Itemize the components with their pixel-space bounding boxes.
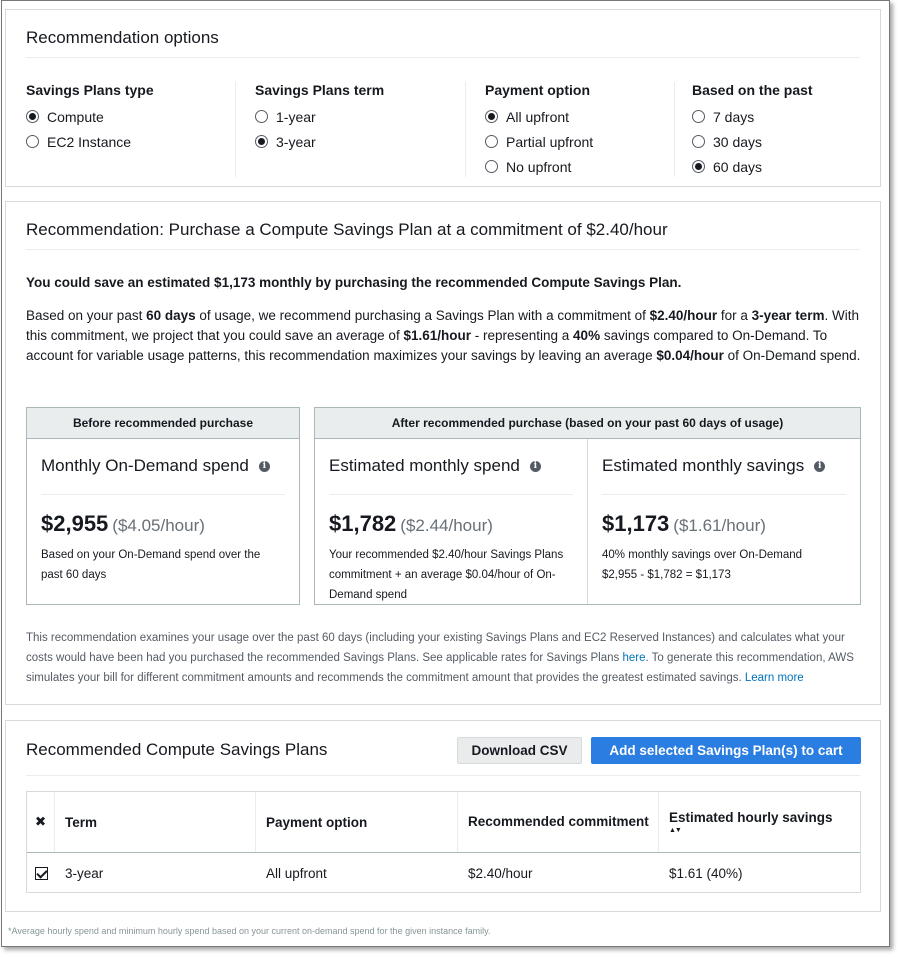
group-heading: Savings Plans type <box>26 82 154 98</box>
estimated-monthly-savings <box>588 439 860 604</box>
radio-icon[interactable] <box>485 135 498 148</box>
metric-value: $2,955 ($4.05/hour) <box>41 511 205 536</box>
info-icon[interactable]: i <box>259 461 270 472</box>
radio-30-days[interactable] <box>692 129 862 154</box>
recommendation-options-panel <box>5 9 881 187</box>
radio-label: 60 days <box>713 158 763 175</box>
radio-1-year[interactable] <box>255 104 465 129</box>
radio-icon[interactable] <box>26 135 39 148</box>
savings-headline: You could save an estimated $1,173 monthly by purchasing the recommended Compute Savings Plan. <box>26 275 682 290</box>
download-csv-button[interactable]: Download CSV <box>457 737 582 764</box>
table-header <box>27 792 860 853</box>
footnote: *Average hourly spend and minimum hourly spend based on your current on-demand spend for the given instance family. <box>8 926 491 936</box>
radio-icon[interactable] <box>255 110 268 123</box>
metric-title-text: Estimated monthly spend <box>329 456 520 475</box>
before-purchase-header: Before recommended purchase <box>27 408 299 439</box>
radio-3-year[interactable] <box>255 129 465 154</box>
group-heading: Payment option <box>485 82 591 98</box>
estimated-monthly-spend <box>315 439 588 604</box>
radio-label: 30 days <box>713 133 763 150</box>
radio-label: 1-year <box>276 108 316 125</box>
cell-savings: $1.61 (40%) <box>669 865 743 881</box>
metric-description: 40% monthly savings over On-Demand $2,955 - $1,782 = $1,173 <box>602 549 803 581</box>
column-payment-option[interactable]: Payment option <box>256 792 458 852</box>
after-purchase-box <box>314 407 861 605</box>
group-heading: Savings Plans term <box>255 82 385 98</box>
radio-label: No upfront <box>506 158 572 175</box>
recommended-plans-panel <box>5 720 881 912</box>
radio-compute[interactable] <box>26 104 235 129</box>
options-title: Recommendation options <box>26 28 219 47</box>
recommendation-note: This recommendation examines your usage over the past 60 days (including your existing Savings Plans and EC2 Reserved Instances) and calculates what your costs would have been had you purchased the recommended Savings Plans. See applicable rates for Savings Plans here. To generate this recommendation, AWS simulates your bill for different commitment amounts and recommends the commitment amount that provides the greatest estimated savings. Learn more <box>26 632 854 684</box>
radio-label: 7 days <box>713 108 755 125</box>
metric-title-text: Estimated monthly savings <box>602 456 805 475</box>
plans-title: Recommended Compute Savings Plans <box>26 740 328 759</box>
row-checkbox[interactable] <box>27 853 55 893</box>
metric-description: Based on your On-Demand spend over the past 60 days <box>41 549 261 581</box>
checkbox-checked-icon[interactable] <box>35 867 48 880</box>
savings-plans-term-group <box>255 82 466 177</box>
add-to-cart-button[interactable]: Add selected Savings Plan(s) to cart <box>591 737 861 764</box>
metric-description: Your recommended $2.40/hour Savings Plans commitment + an average $0.04/hour of On-Demand spend <box>329 549 564 601</box>
radio-7-days[interactable] <box>692 104 862 129</box>
radio-selected-icon[interactable] <box>26 110 39 123</box>
monthly-on-demand-spend <box>27 439 299 604</box>
radio-icon[interactable] <box>692 110 705 123</box>
metric-value: $1,782 ($2.44/hour) <box>329 511 493 536</box>
radio-label: 3-year <box>276 133 316 150</box>
plans-table <box>26 791 861 893</box>
savings-plans-type-group <box>26 82 236 177</box>
recommendation-paragraph: Based on your past 60 days of usage, we recommend purchasing a Savings Plan with a commitment of $2.40/hour for a 3-year term. With this commitment, we project that you could save an average of $1.61/hour - representing a 40% savings compared to On-Demand. To account for variable usage patterns, this recommendation maximizes your savings by leaving an average $0.04/hour of On-Demand spend. <box>26 308 861 363</box>
metric-title <box>41 456 285 495</box>
column-term[interactable]: Term <box>55 792 256 852</box>
metric-title <box>602 456 846 495</box>
radio-selected-icon[interactable] <box>485 110 498 123</box>
radio-label: EC2 Instance <box>47 133 132 150</box>
radio-partial-upfront[interactable] <box>485 129 674 154</box>
radio-60-days[interactable] <box>692 154 862 179</box>
metric-title-text: Monthly On-Demand spend <box>41 456 249 475</box>
radio-icon[interactable] <box>485 160 498 173</box>
before-purchase-box <box>26 407 300 605</box>
metric-title <box>329 456 573 495</box>
clear-selection-icon[interactable]: ✖ <box>27 792 55 852</box>
cell-commitment: $2.40/hour <box>468 865 533 881</box>
based-on-past-group <box>692 82 862 177</box>
column-label: Estimated hourly savings <box>669 810 833 825</box>
after-purchase-header: After recommended purchase (based on your past 60 days of usage) <box>315 408 860 439</box>
radio-ec2-instance[interactable] <box>26 129 235 154</box>
learn-more-link[interactable]: Learn more <box>744 672 804 684</box>
radio-selected-icon[interactable] <box>692 160 705 173</box>
column-estimated-hourly-savings[interactable] <box>659 792 862 852</box>
recommendation-title: Recommendation: Purchase a Compute Savings Plan at a commitment of $2.40/hour <box>26 220 668 239</box>
info-icon[interactable]: i <box>530 461 541 472</box>
metric-value: $1,173 ($1.61/hour) <box>602 511 766 536</box>
radio-no-upfront[interactable] <box>485 154 674 179</box>
radio-selected-icon[interactable] <box>255 135 268 148</box>
sort-icon[interactable]: ▲▼ <box>669 827 681 834</box>
radio-label: Compute <box>47 108 104 125</box>
radio-icon[interactable] <box>692 135 705 148</box>
radio-all-upfront[interactable] <box>485 104 674 129</box>
payment-option-group <box>485 82 675 177</box>
radio-label: Partial upfront <box>506 133 594 150</box>
info-icon[interactable]: i <box>814 461 825 472</box>
here-link[interactable]: here <box>622 652 646 664</box>
panel-header <box>26 202 860 250</box>
panel-header <box>26 10 860 58</box>
radio-label: All upfront <box>506 108 570 125</box>
cell-payment: All upfront <box>266 865 327 881</box>
column-recommended-commitment[interactable]: Recommended commitment <box>458 792 659 852</box>
cell-term: 3-year <box>65 865 104 881</box>
group-heading: Based on the past <box>692 82 813 98</box>
recommendation-panel <box>5 201 881 705</box>
